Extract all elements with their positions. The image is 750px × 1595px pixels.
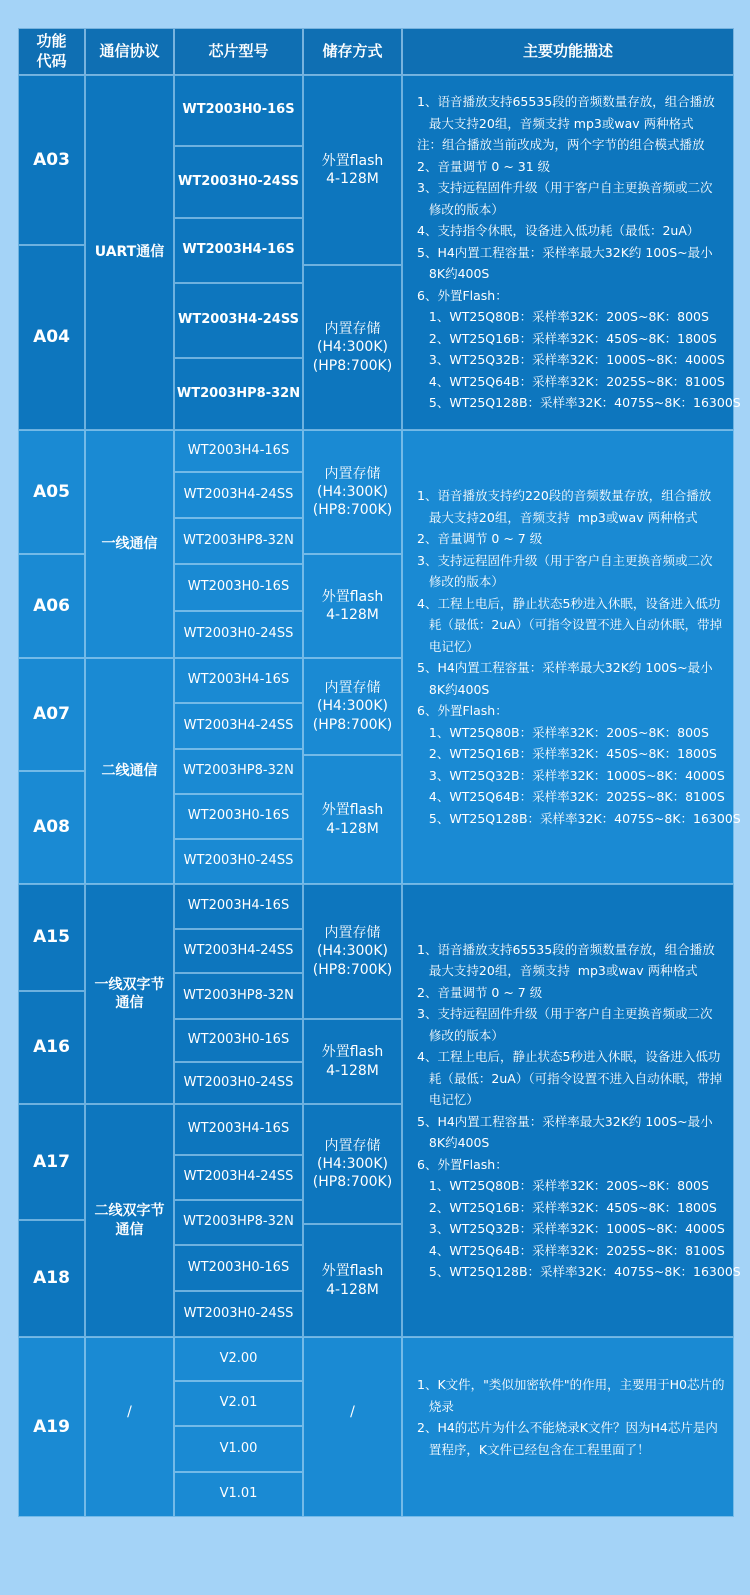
storage-type: 外置flash 4-128M — [303, 554, 402, 658]
function-code: A16 — [18, 991, 85, 1104]
storage-type: 内置存储 (H4:300K) (HP8:700K) — [303, 658, 402, 755]
description-lines — [417, 939, 741, 1283]
description-line: 1、语音播放支持约220段的音频数量存放，组合播放 — [417, 488, 712, 503]
function-code: A03 — [18, 75, 85, 245]
function-code: A08 — [18, 771, 85, 884]
chip-model: WT2003H4-16S — [174, 1104, 303, 1155]
chip-model: WT2003H4-16S — [174, 884, 303, 929]
header-protocol: 通信协议 — [85, 28, 174, 75]
description-line: 2、WT25Q16B：采样率32K：450S~8K：1800S — [417, 1199, 717, 1215]
function-description — [402, 1337, 734, 1517]
protocol-cell: 一线通信 — [85, 430, 174, 658]
description-line: 5、H4内置工程容量：采样率最大32K约 100S~最小 — [417, 1113, 713, 1129]
description-lines — [417, 91, 741, 414]
description-line: 8K约400S — [417, 1135, 490, 1150]
description-line: 3、支持远程固件升级（用于客户自主更换音频或二次 — [417, 1006, 713, 1021]
storage-type: / — [303, 1337, 402, 1517]
storage-type: 内置存储 (H4:300K) (HP8:700K) — [303, 884, 402, 1019]
chip-model: WT2003H0-16S — [174, 1019, 303, 1062]
description-line: 2、音量调节 0 ~ 7 级 — [417, 984, 543, 1000]
chip-model: V2.00 — [174, 1337, 303, 1381]
description-line: 6、外置Flash： — [417, 287, 508, 303]
description-line: 3、支持远程固件升级（用于客户自主更换音频或二次 — [417, 180, 713, 196]
function-code: A05 — [18, 430, 85, 554]
chip-model: WT2003H0-24SS — [174, 146, 303, 218]
description-line: 最大支持20组，音频支持 mp3或wav 两种格式 — [417, 963, 698, 978]
description-line: 修改的版本） — [417, 574, 504, 589]
chip-model: WT2003H0-24SS — [174, 611, 303, 658]
description-line: 2、音量调节 0 ~ 31 级 — [417, 158, 551, 174]
function-code: A06 — [18, 554, 85, 658]
chip-model: WT2003H0-16S — [174, 564, 303, 611]
description-line: 电记忆） — [417, 1092, 479, 1107]
description-line: 5、WT25Q128B：采样率32K：4075S~8K：16300S — [417, 395, 741, 411]
description-line: 5、WT25Q128B：采样率32K：4075S~8K：16300S — [417, 810, 741, 826]
description-line: 3、WT25Q32B：采样率32K：1000S~8K：4000S — [417, 767, 725, 783]
description-line: 4、工程上电后，静止状态5秒进入休眠，设备进入低功 — [417, 595, 721, 611]
chip-model: WT2003H4-24SS — [174, 703, 303, 749]
chip-model: WT2003HP8-32N — [174, 1200, 303, 1245]
storage-type: 内置存储 (H4:300K) (HP8:700K) — [303, 265, 402, 430]
description-line: 1、语音播放支持65535段的音频数量存放，组合播放 — [417, 941, 715, 957]
protocol-cell: 一线双字节 通信 — [85, 884, 174, 1104]
storage-type: 外置flash 4-128M — [303, 755, 402, 884]
chip-model: WT2003H4-24SS — [174, 283, 303, 358]
description-line: 3、支持远程固件升级（用于客户自主更换音频或二次 — [417, 552, 713, 568]
description-line: 修改的版本） — [417, 1027, 504, 1043]
description-line: 4、WT25Q64B：采样率32K：2025S~8K：8100S — [417, 1242, 725, 1258]
description-line: 1、WT25Q80B：采样率32K：200S~8K：800S — [417, 1178, 709, 1193]
description-line: 5、H4内置工程容量：采样率最大32K约 100S~最小 — [417, 244, 713, 260]
description-line: 2、WT25Q16B：采样率32K：450S~8K：1800S — [417, 330, 717, 346]
description-line: 最大支持20组，音频支持 mp3或wav 两种格式 — [417, 115, 694, 131]
chip-model: WT2003H0-24SS — [174, 1062, 303, 1104]
chip-model: WT2003H4-24SS — [174, 929, 303, 973]
chip-model: WT2003H0-16S — [174, 75, 303, 146]
storage-type: 外置flash 4-128M — [303, 1224, 402, 1337]
description-line: 6、外置Flash： — [417, 703, 508, 718]
function-code: A18 — [18, 1220, 85, 1337]
protocol-cell: 二线双字节 通信 — [85, 1104, 174, 1337]
description-lines — [417, 485, 741, 829]
description-line: 4、WT25Q64B：采样率32K：2025S~8K：8100S — [417, 789, 725, 804]
function-description — [402, 430, 741, 884]
description-line: 8K约400S — [417, 681, 490, 697]
chip-model: V2.01 — [174, 1381, 303, 1426]
description-line: 2、H4的芯片为什么不能烧录K文件？因为H4芯片是内 — [417, 1420, 718, 1435]
function-description — [402, 75, 741, 430]
description-line: 1、语音播放支持65535段的音频数量存放，组合播放 — [417, 94, 715, 110]
storage-type: 内置存储 (H4:300K) (HP8:700K) — [303, 1104, 402, 1224]
protocol-cell: / — [85, 1337, 174, 1517]
description-line: 5、H4内置工程容量：采样率最大32K约 100S~最小 — [417, 660, 713, 675]
storage-type: 外置flash 4-128M — [303, 1019, 402, 1104]
chip-model: WT2003H4-24SS — [174, 472, 303, 518]
description-line: 置程序，K文件已经包含在工程里面了！ — [417, 1441, 650, 1457]
description-line: 修改的版本） — [417, 201, 504, 217]
header-description: 主要功能描述 — [402, 28, 734, 75]
description-line: 注：组合播放当前改成为，两个字节的组合模式播放 — [417, 137, 705, 153]
chip-model: WT2003HP8-32N — [174, 973, 303, 1019]
header-code: 功能 代码 — [18, 28, 85, 75]
description-line: 1、WT25Q80B：采样率32K：200S~8K：800S — [417, 724, 709, 740]
storage-type: 内置存储 (H4:300K) (HP8:700K) — [303, 430, 402, 554]
function-code: A04 — [18, 245, 85, 430]
header-storage: 储存方式 — [303, 28, 402, 75]
chip-model: WT2003H4-16S — [174, 658, 303, 703]
description-line: 2、音量调节 0 ~ 7 级 — [417, 531, 543, 546]
function-code: A07 — [18, 658, 85, 771]
chip-model: WT2003H0-16S — [174, 1245, 303, 1291]
chip-model: WT2003HP8-32N — [174, 358, 303, 430]
function-code: A17 — [18, 1104, 85, 1220]
function-description — [402, 884, 741, 1337]
chip-model: WT2003H4-16S — [174, 218, 303, 283]
description-line: 2、WT25Q16B：采样率32K：450S~8K：1800S — [417, 746, 717, 761]
chip-model: V1.00 — [174, 1426, 303, 1472]
description-line: 3、WT25Q32B：采样率32K：1000S~8K：4000S — [417, 352, 725, 368]
protocol-cell: UART通信 — [85, 75, 174, 430]
function-code: A15 — [18, 884, 85, 991]
description-line: 烧录 — [417, 1398, 454, 1414]
description-line: 3、WT25Q32B：采样率32K：1000S~8K：4000S — [417, 1221, 725, 1236]
storage-type: 外置flash 4-128M — [303, 75, 402, 265]
description-line: 耗（最低：2uA）（可指令设置不进入自动休眠，带掉 — [417, 617, 723, 632]
protocol-cell: 二线通信 — [85, 658, 174, 884]
description-line: 8K约400S — [417, 266, 490, 282]
description-lines — [417, 1374, 725, 1480]
chip-model: WT2003HP8-32N — [174, 749, 303, 794]
chip-model: WT2003HP8-32N — [174, 518, 303, 564]
description-line: 4、工程上电后，静止状态5秒进入休眠，设备进入低功 — [417, 1049, 721, 1064]
description-line: 耗（最低：2uA）（可指令设置不进入自动休眠，带掉 — [417, 1070, 723, 1086]
description-line: 6、外置Flash： — [417, 1156, 508, 1172]
description-line: 4、支持指令休眠，设备进入低功耗（最低：2uA） — [417, 223, 700, 239]
description-line: 电记忆） — [417, 638, 479, 654]
description-line: 5、WT25Q128B：采样率32K：4075S~8K：16300S — [417, 1264, 741, 1279]
description-line: 1、WT25Q80B：采样率32K：200S~8K：800S — [417, 309, 709, 325]
header-chip: 芯片型号 — [174, 28, 303, 75]
chip-model: WT2003H0-24SS — [174, 1291, 303, 1337]
function-code: A19 — [18, 1337, 85, 1517]
chip-model: WT2003H4-24SS — [174, 1155, 303, 1200]
description-line: 最大支持20组，音频支持 mp3或wav 两种格式 — [417, 509, 698, 525]
chip-model: WT2003H0-16S — [174, 794, 303, 839]
chip-model: V1.01 — [174, 1472, 303, 1517]
description-line: 4、WT25Q64B：采样率32K：2025S~8K：8100S — [417, 373, 725, 389]
chip-model: WT2003H0-24SS — [174, 839, 303, 884]
chip-model: WT2003H4-16S — [174, 430, 303, 472]
description-line: 1、K文件，"类似加密软件"的作用，主要用于H0芯片的 — [417, 1377, 725, 1392]
